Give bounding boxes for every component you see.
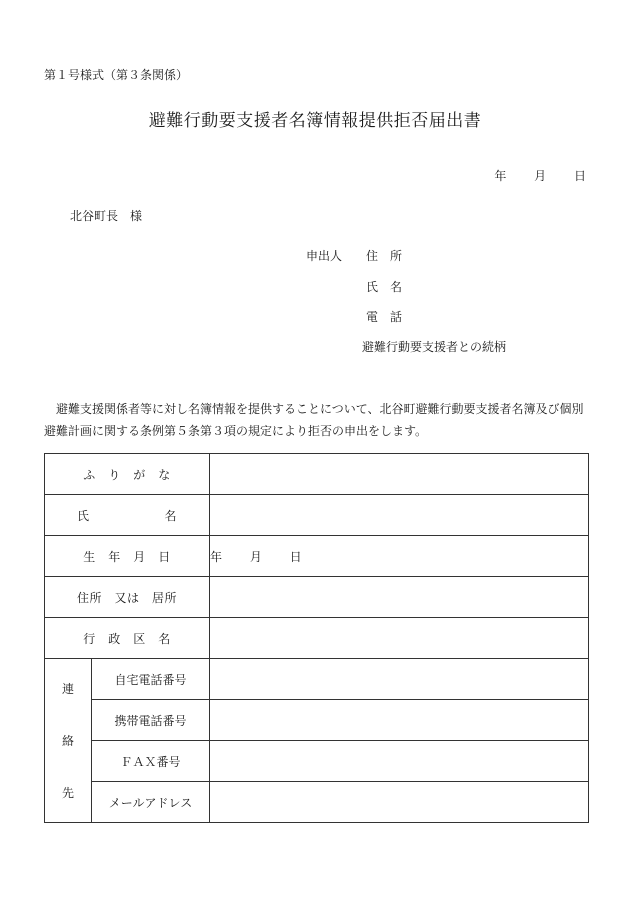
district-field[interactable] bbox=[210, 618, 589, 659]
fax-field[interactable] bbox=[210, 741, 589, 782]
info-table bbox=[44, 453, 589, 823]
mobile-phone-label: 携帯電話番号 bbox=[92, 700, 210, 741]
birthdate-label: 生 年 月 日 bbox=[45, 536, 210, 577]
recipient: 北谷町長 様 bbox=[70, 209, 143, 223]
table-row bbox=[45, 618, 589, 659]
address-label: 住所 又は 居所 bbox=[45, 577, 210, 618]
table-row bbox=[45, 782, 589, 823]
table-row bbox=[45, 700, 589, 741]
address-field[interactable] bbox=[210, 577, 589, 618]
applicant-name-label: 氏 名 bbox=[366, 280, 403, 294]
table-row bbox=[45, 495, 589, 536]
home-phone-field[interactable] bbox=[210, 659, 589, 700]
contact-char: 先 bbox=[61, 785, 74, 800]
mobile-phone-field[interactable] bbox=[210, 700, 589, 741]
home-phone-label: 自宅電話番号 bbox=[92, 659, 210, 700]
declaration-text: 避難支援関係者等に対し名簿情報を提供することについて、北谷町避難行動要支援者名簿及び個別避難計画に関する条例第５条第３項の規定により拒否の申出をします。 bbox=[44, 402, 584, 438]
form-number: 第１号様式（第３条関係） bbox=[44, 68, 189, 82]
table-row bbox=[45, 741, 589, 782]
table-row bbox=[45, 536, 589, 577]
name-label: 氏 名 bbox=[45, 495, 210, 536]
furigana-field[interactable] bbox=[210, 454, 589, 495]
applicant-phone-label: 電 話 bbox=[366, 310, 403, 324]
contact-char: 連 bbox=[61, 681, 74, 696]
contact-label bbox=[45, 659, 92, 823]
fax-label: ＦＡＸ番号 bbox=[92, 741, 210, 782]
name-field[interactable] bbox=[210, 495, 589, 536]
applicant-label: 申出人 bbox=[306, 249, 343, 263]
submission-date: 年 月 日 bbox=[494, 169, 586, 183]
document-title: 避難行動要支援者名簿情報提供拒否届出書 bbox=[148, 111, 482, 131]
furigana-label: ふ り が な bbox=[45, 454, 210, 495]
table-row bbox=[45, 577, 589, 618]
district-label: 行 政 区 名 bbox=[45, 618, 210, 659]
contact-char: 絡 bbox=[61, 733, 74, 748]
applicant-address-label: 住 所 bbox=[366, 249, 403, 263]
birthdate-field[interactable]: 年 月 日 bbox=[210, 536, 589, 577]
table-row bbox=[45, 659, 589, 700]
table-row bbox=[45, 454, 589, 495]
applicant-relationship-label: 避難行動要支援者との続柄 bbox=[362, 340, 507, 354]
email-field[interactable] bbox=[210, 782, 589, 823]
email-label: メールアドレス bbox=[92, 782, 210, 823]
